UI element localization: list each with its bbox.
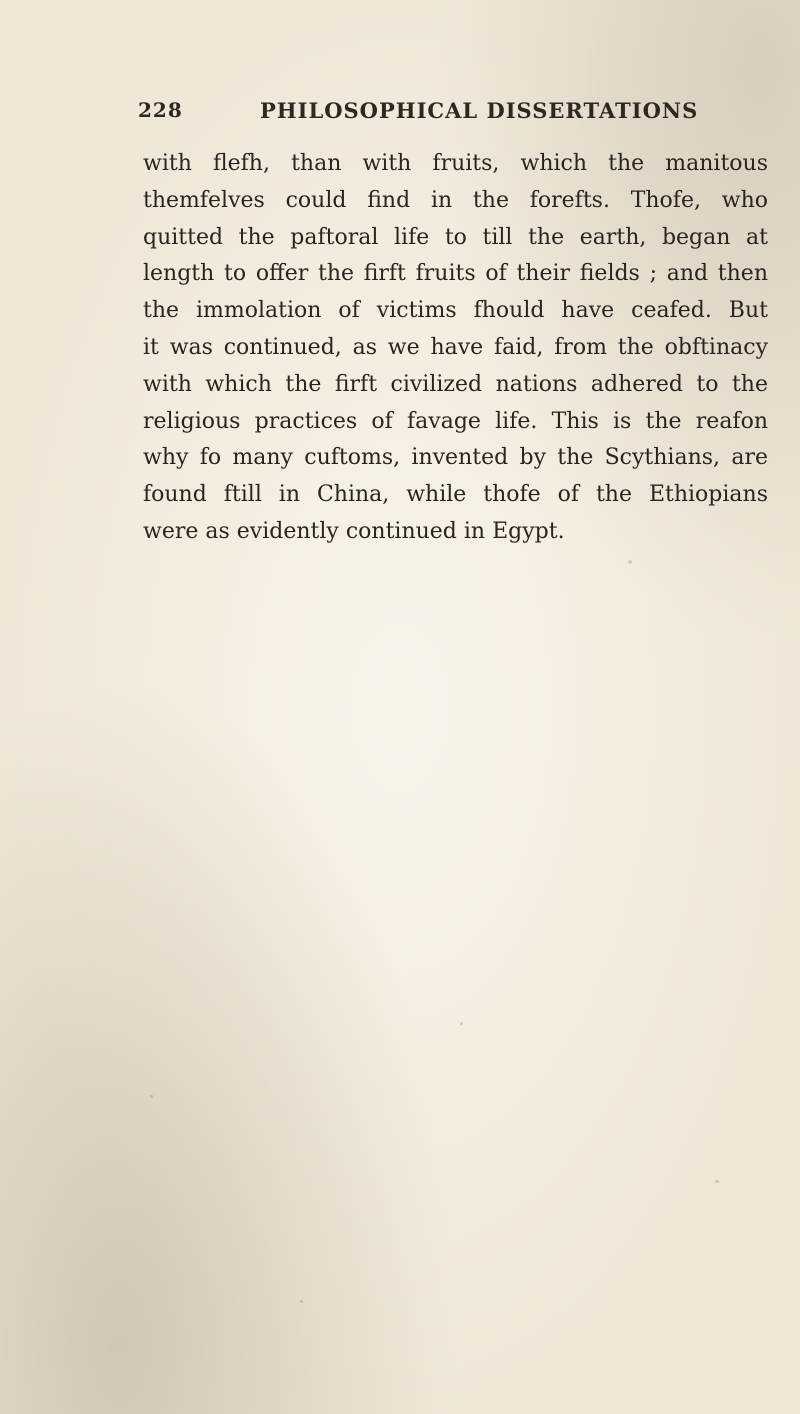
paper-speck (715, 1180, 719, 1183)
paper-speck (460, 1022, 463, 1025)
text-line: religious practices of favage life. This is the reafon (143, 408, 768, 434)
text-line: quitted the paftoral life to till the earth, began at (143, 224, 768, 250)
page-header (138, 98, 738, 134)
body-text (143, 146, 768, 551)
paper-speck (150, 1095, 153, 1098)
text-line: found ftill in China, while thofe of the Ethiopians (143, 482, 768, 508)
text-line: themfelves could find in the forefts. Thofe, who (143, 187, 768, 213)
page-number: 228 (138, 98, 183, 122)
paper-speck (628, 560, 632, 564)
text-line-last: were as evidently continued in Egypt. (143, 518, 565, 544)
text-line: why fo many cuftoms, invented by the Scythians, are (143, 445, 768, 471)
paper-speck (300, 1300, 303, 1303)
text-line: it was continued, as we have faid, from the obftinacy (143, 334, 768, 360)
running-head: PHILOSOPHICAL DISSERTATIONS (260, 98, 699, 123)
text-line: with flefh, than with fruits, which the manitous (143, 151, 768, 176)
text-line: length to offer the firft fruits of their fields ; and then (143, 261, 768, 287)
text-line: the immolation of victims fhould have ceafed. But (143, 298, 768, 324)
text-line: with which the firft civilized nations adhered to the (143, 371, 768, 397)
